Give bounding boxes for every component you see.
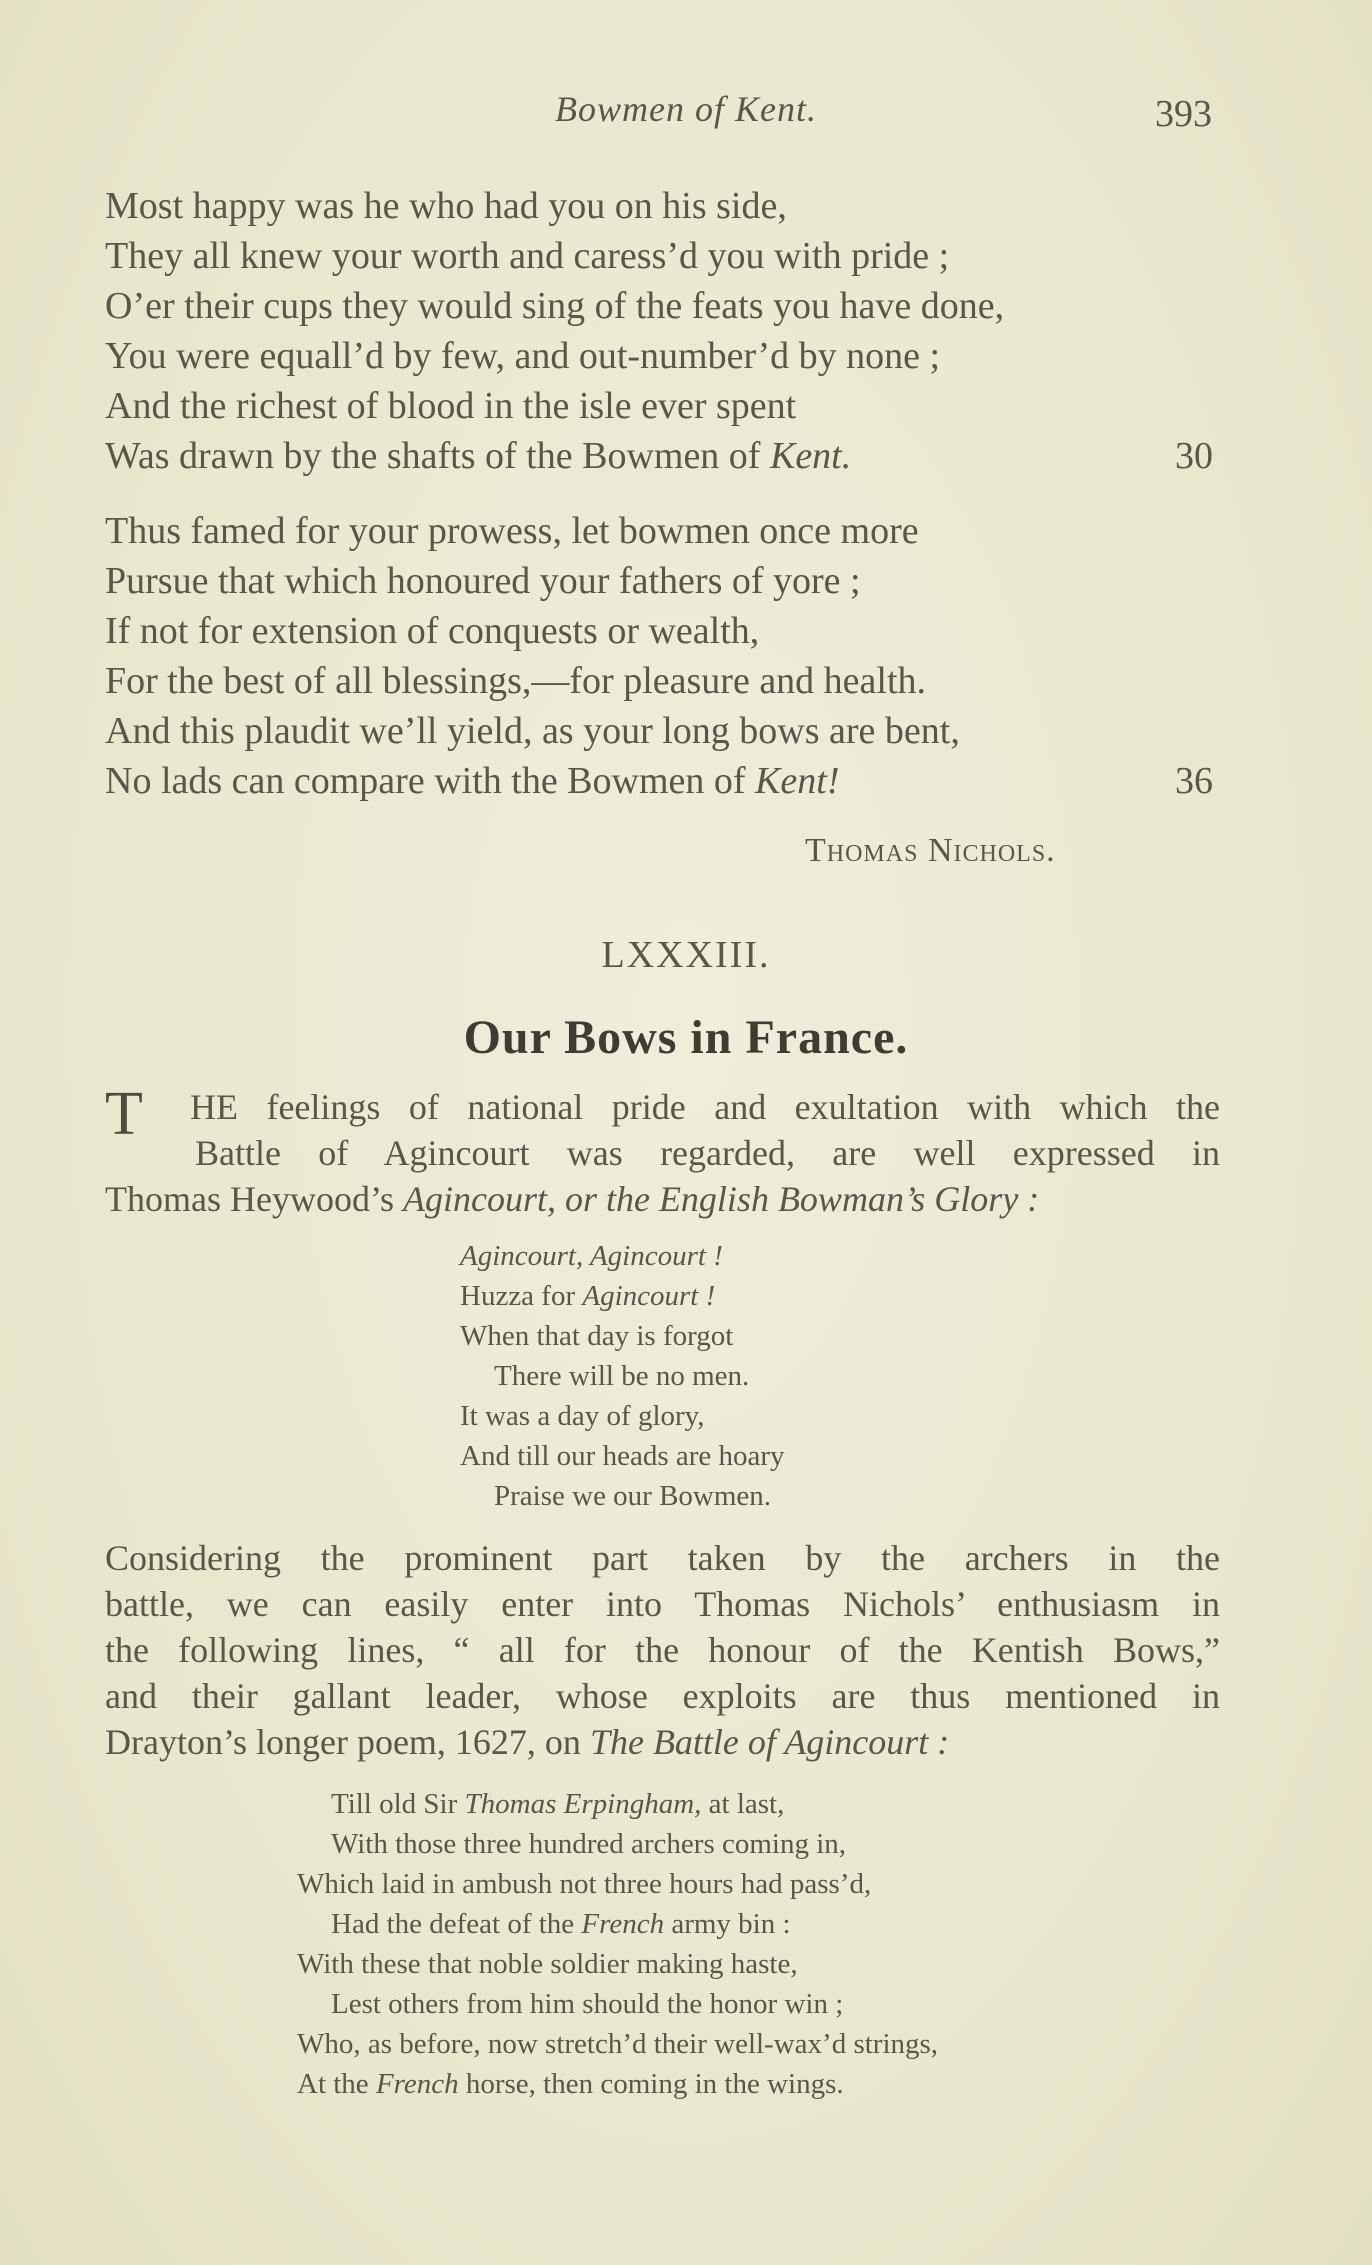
verse-line: Most happy was he who had you on his side, — [105, 185, 787, 227]
verse-line: You were equall’d by few, and out-number’d by none ; — [105, 335, 941, 377]
poem-stanza-2 — [105, 506, 1225, 806]
quote-line: Who, as before, now stretch’d their well-wax’d strings, — [297, 2028, 939, 2060]
quote-line: Praise we our Bowmen. — [494, 1480, 772, 1512]
verse-line: Was drawn by the shafts of the Bowmen of Kent. 30 — [105, 431, 1225, 481]
verse-line: And the richest of blood in the isle ever spent — [105, 385, 797, 427]
quote-line: Which laid in ambush not three hours had pass’d, — [297, 1868, 872, 1900]
prose-line: battle, we can easily enter into Thomas Nichols’ enthusiasm in — [105, 1584, 1220, 1624]
drop-cap: T — [105, 1080, 143, 1148]
verse-line: Thus famed for your prowess, let bowmen once more — [105, 510, 919, 552]
intro-paragraph — [105, 1080, 1220, 1222]
quote-line: When that day is forgot — [460, 1320, 734, 1352]
line-number: 30 — [1175, 435, 1213, 477]
verse-line: No lads can compare with the Bowmen of Kent! 36 — [105, 756, 1225, 806]
prose-line: Thomas Heywood’s Agincourt, or the English Bowman’s Glory : — [105, 1179, 1040, 1219]
poem-stanza-1 — [105, 181, 1225, 481]
running-title: Bowmen of Kent. — [555, 89, 817, 129]
prose-line: Considering the prominent part taken by the archers in the — [105, 1538, 1220, 1578]
verse-line: For the best of all blessings,—for pleasure and health. — [105, 660, 927, 702]
quote-line: And till our heads are hoary — [460, 1440, 785, 1472]
verse-line: Pursue that which honoured your fathers of yore ; — [105, 560, 861, 602]
quote-line: With these that noble soldier making haste, — [297, 1948, 798, 1980]
quote-line: Agincourt, Agincourt ! — [460, 1240, 723, 1272]
verse-line: If not for extension of conquests or wealth, — [105, 610, 760, 652]
section-number: LXXXIII. — [601, 934, 771, 976]
verse-line: And this plaudit we’ll yield, as your long bows are bent, — [105, 710, 960, 752]
quote-line: With those three hundred archers coming in, — [331, 1828, 847, 1860]
quote-line: Till old Sir Thomas Erpingham, at last, — [331, 1788, 785, 1820]
quote-line: At the French horse, then coming in the wings. — [297, 2068, 844, 2100]
prose-line: Drayton’s longer poem, 1627, on The Battle of Agincourt : — [105, 1722, 950, 1762]
quote-line: There will be no men. — [494, 1360, 750, 1392]
page-number: 393 — [1155, 93, 1212, 135]
quote-line: Lest others from him should the honor win ; — [331, 1988, 844, 2020]
verse-line: O’er their cups they would sing of the feats you have done, — [105, 285, 1005, 327]
line-number: 36 — [1175, 760, 1213, 802]
poem-attribution: Thomas Nichols. — [805, 832, 1056, 869]
verse-line: They all knew your worth and caress’d you with pride ; — [105, 235, 950, 277]
quote-line: Had the defeat of the French army bin : — [331, 1908, 791, 1940]
prose-line: and their gallant leader, whose exploits are thus mentioned in — [105, 1676, 1220, 1716]
prose-line: the following lines, “ all for the honour of the Kentish Bows,” — [105, 1630, 1220, 1670]
prose-line: HE feelings of national pride and exultation with which the — [190, 1087, 1220, 1127]
section-title: Our Bows in France. — [463, 1011, 909, 1064]
drayton-quotation — [297, 1784, 938, 2104]
second-paragraph — [105, 1535, 1220, 1765]
quote-line: Huzza for Agincourt ! — [460, 1280, 716, 1312]
quote-line: It was a day of glory, — [460, 1400, 705, 1432]
heywood-quotation — [460, 1236, 785, 1516]
prose-line: Battle of Agincourt was regarded, are well expressed in — [195, 1133, 1220, 1173]
